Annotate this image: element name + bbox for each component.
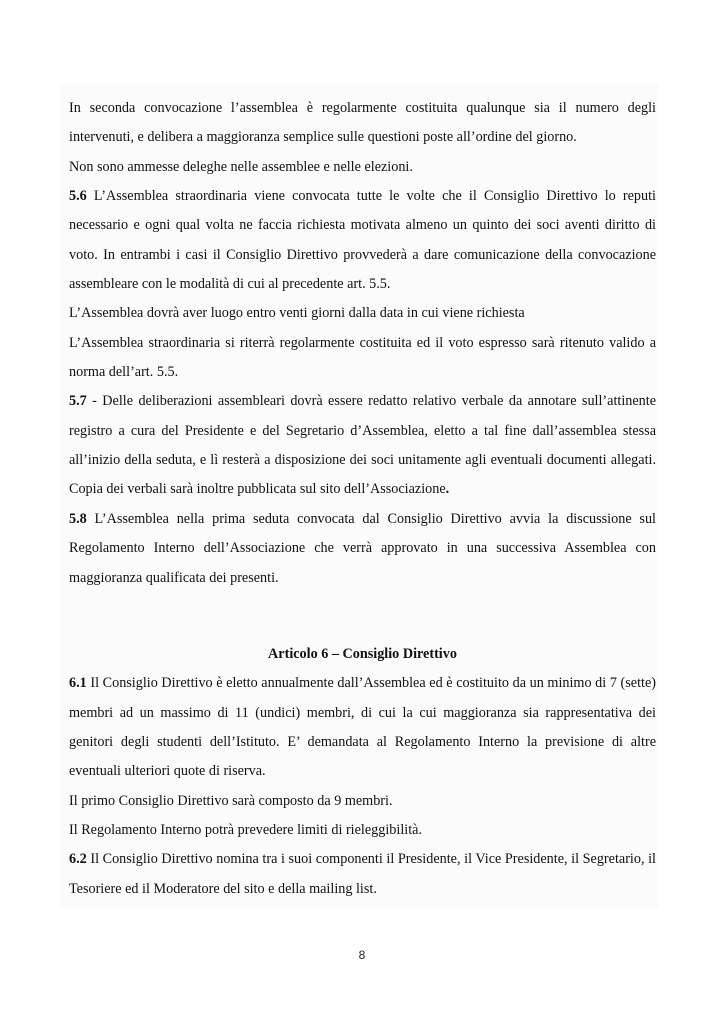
clause-number: 5.6 — [69, 188, 87, 205]
clause-5-7 — [69, 387, 656, 504]
document-body — [69, 94, 656, 904]
clause-text: L’Assemblea nella prima seduta convocata dal Consiglio Direttivo avvia la discussione sul Regolamento Interno dell’Associazione che verrà approvato in una successiva Assemblea con maggioranza qualificata dei presenti. — [69, 510, 656, 586]
clause-5-8 — [69, 505, 656, 593]
clause-6-1 — [69, 669, 656, 786]
article-6-heading: Articolo 6 – Consiglio Direttivo — [268, 645, 457, 662]
clause-text: Il Consiglio Direttivo è eletto annualmente dall’Assemblea ed è costituito da un minimo di 7 (sette) membri ad un massimo di 11 (undici) membri, di cui la cui maggioranza sia rappresentativa dei genitori degli studenti dell’Istituto. E’ demandata al Regolamento Interno la previsione di altre eventuali ulteriori quote di riserva. — [69, 675, 656, 780]
paragraph-first-board: Il primo Consiglio Direttivo sarà composto da 9 membri. — [69, 792, 393, 809]
paragraph-assembly-timing: L’Assemblea dovrà aver luogo entro venti giorni dalla data in cui viene richiesta — [69, 305, 525, 322]
clause-number: 6.2 — [69, 851, 87, 868]
section-spacer — [69, 593, 656, 640]
paragraph-second-convocation: In seconda convocazione l’assemblea è regolarmente costituita qualunque sia il numero degli intervenuti, e delibera a maggioranza semplice sulle questioni poste all’ordine del giorno. — [69, 100, 656, 146]
clause-text: Il Consiglio Direttivo nomina tra i suoi componenti il Presidente, il Vice Presidente, il Segretario, il Tesoriere ed il Moderatore del sito e della mailing list. — [69, 851, 656, 897]
clause-5-6 — [69, 182, 656, 299]
clause-number: 6.1 — [69, 675, 87, 692]
clause-number: 5.7 — [69, 393, 87, 410]
clause-text: - Delle deliberazioni assembleari dovrà essere redatto relativo verbale da annotare sull’attinente registro a cura del Presidente e del Segretario d’Assemblea, eletto a tal fine dall’assemblea stessa all’inizio della seduta, e lì resterà a disposizione dei soci unitamente agli eventuali documenti allegati. Copia dei verbali sarà inoltre pubblicata sul sito dell’Associazione — [69, 393, 656, 498]
clause-number: 5.8 — [69, 510, 87, 527]
paragraph-no-proxies: Non sono ammesse deleghe nelle assemblee e nelle elezioni. — [69, 158, 413, 175]
clause-text: L’Assemblea straordinaria viene convocata tutte le volte che il Consiglio Direttivo lo reputi necessario e ogni qual volta ne faccia richiesta motivata almeno un quinto dei soci aventi diritto di voto. In entrambi i casi il Consiglio Direttivo provvederà a dare comunicazione della convocazione assembleare con le modalità di cui al precedente art. 5.5. — [69, 188, 656, 293]
paragraph-extraordinary-validity: L’Assemblea straordinaria si riterrà regolarmente costituita ed il voto espresso sarà ritenuto valido a norma dell’art. 5.5. — [69, 334, 656, 381]
page-number: 8 — [358, 948, 366, 962]
clause-end-punctuation: . — [445, 481, 450, 498]
paragraph-reelection-limits: Il Regolamento Interno potrà prevedere limiti di rieleggibilità. — [69, 821, 422, 838]
clause-6-2 — [69, 845, 656, 904]
